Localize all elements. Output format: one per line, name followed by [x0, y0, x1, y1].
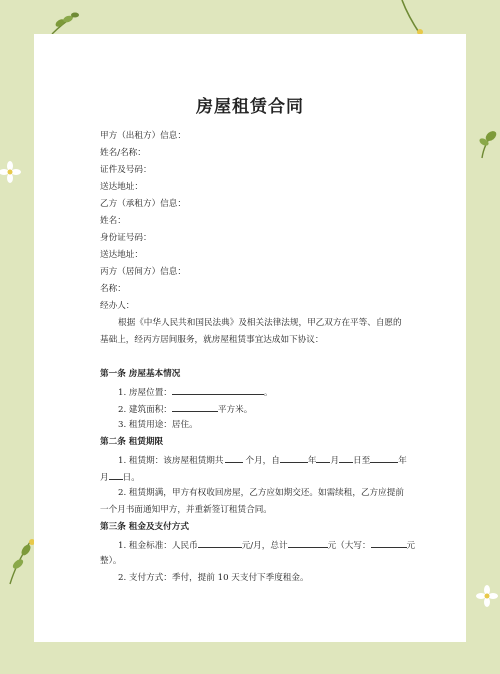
party-c-handler-field: 经办人：: [100, 301, 135, 311]
party-b-address-field: 送达地址：: [100, 250, 143, 260]
lease-term-text-d: 月: [330, 456, 340, 466]
article-3-heading: 第三条 租金及支付方式: [100, 522, 189, 532]
house-location-end: 。: [263, 388, 273, 398]
monthly-rent-blank: [198, 538, 242, 548]
lease-term-text-h: 日。: [122, 473, 140, 483]
preamble-line-1: 根据《中华人民共和国民法典》及相关法律法规，甲乙双方在平等、自愿的: [118, 318, 402, 328]
start-day-blank: [339, 453, 353, 463]
rent-text-b: 元/月，总计: [241, 541, 288, 551]
end-day-blank: [109, 470, 123, 480]
party-a-address-field: 送达地址：: [100, 182, 143, 192]
preamble-line-2: 基础上，经丙方居间服务，就房屋租赁事宜达成如下协议：: [100, 335, 324, 345]
building-area-unit: 平方米。: [217, 405, 253, 415]
flower-left-icon: [0, 158, 22, 186]
party-a-id-field: 证件及号码：: [100, 165, 152, 175]
lease-expiry-line-2: 一个月书面通知甲方，并重新签订租赁合同。: [100, 505, 272, 515]
flower-bottom-right-icon: [474, 582, 500, 610]
rent-text-c: 元（大写：: [327, 541, 371, 551]
party-b-header: 乙方（承租方）信息：: [100, 199, 186, 209]
house-location-label: 1. 房屋位置：: [118, 388, 172, 398]
start-month-blank: [316, 453, 330, 463]
payment-method-clause: 2. 支付方式：季付，提前 10 天支付下季度租金。: [118, 573, 309, 583]
end-year-blank: [370, 453, 398, 463]
party-b-id-field: 身份证号码：: [100, 233, 152, 243]
lease-term-text-f: 年: [398, 456, 407, 466]
lease-term-text-c: 年: [307, 456, 317, 466]
house-location-blank: [172, 385, 264, 395]
lease-months-blank: [225, 453, 243, 463]
document-title: 房屋租赁合同: [196, 97, 304, 117]
building-area-clause: [118, 402, 252, 416]
building-area-label: 2. 建筑面积：: [118, 405, 172, 415]
total-rent-blank: [288, 538, 328, 548]
party-a-header: 甲方（出租方）信息：: [100, 131, 186, 141]
article-1-heading: 第一条 房屋基本情况: [100, 369, 181, 379]
rental-use-clause: 3. 租赁用途：居住。: [118, 420, 198, 430]
lease-expiry-line-1: 2. 租赁期满，甲方有权收回房屋，乙方应如期交还。如需续租，乙方应提前: [118, 488, 404, 498]
leaf-sprig-bottom-left-icon: [6, 534, 36, 586]
branch-top-right-icon: [396, 0, 426, 36]
rent-standard-clause: [118, 538, 415, 552]
article-2-heading: 第二条 租赁期限: [100, 437, 164, 447]
start-year-blank: [280, 453, 308, 463]
party-a-name-field: 姓名/名称：: [100, 148, 146, 158]
house-location-clause: [118, 385, 273, 399]
leaf-right-icon: [474, 124, 500, 160]
lease-term-text-b: 个月，自: [245, 456, 280, 466]
rent-uppercase-blank: [371, 538, 407, 548]
party-c-header: 丙方（居间方）信息：: [100, 267, 186, 277]
lease-term-clause: [118, 453, 407, 467]
contract-page: [34, 34, 466, 642]
lease-term-text-g: 月: [100, 473, 109, 483]
rent-standard-clause-cont: 整）。: [100, 556, 122, 566]
party-c-name-field: 名称：: [100, 284, 126, 294]
rent-text-d: 元: [406, 541, 416, 551]
leaf-sprig-top-left-icon: [48, 10, 82, 36]
party-b-name-field: 姓名：: [100, 216, 126, 226]
building-area-blank: [172, 402, 218, 412]
lease-term-clause-cont: [100, 470, 140, 484]
lease-term-text-e: 日至: [353, 456, 371, 466]
lease-term-text-a: 1. 租赁期：该房屋租赁期共: [118, 456, 224, 466]
rent-text-a: 1. 租金标准：人民币: [118, 541, 198, 551]
